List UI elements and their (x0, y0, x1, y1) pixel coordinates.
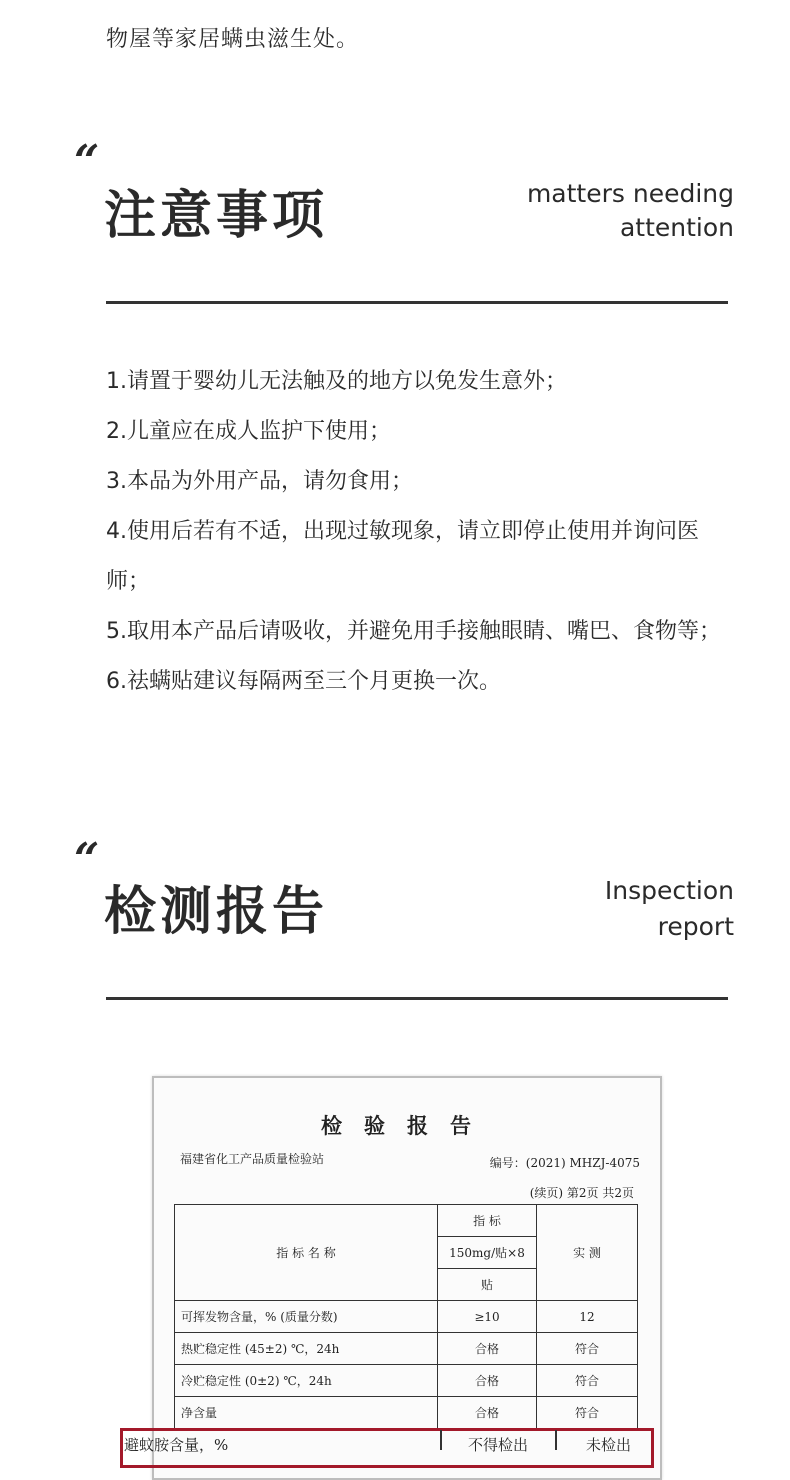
table-cell: 符合 (537, 1333, 638, 1365)
table-cell: 避蚊胺含量，% (124, 1436, 229, 1454)
table-cell: 冷贮稳定性 (0±2) ℃，24h (175, 1365, 438, 1397)
header-cell: 指 标 (438, 1205, 537, 1237)
report-issuer: 福建省化工产品质量检验站 (180, 1152, 325, 1166)
report-page-info: (续页) 第2页 共2页 (529, 1186, 634, 1200)
table-cell: 合格 (438, 1397, 537, 1429)
table-cell: 合格 (438, 1365, 537, 1397)
section-divider (106, 997, 728, 1000)
list-item: 6.祛螨贴建议每隔两至三个月更换一次。 (106, 669, 501, 694)
quote-mark-icon: “ (74, 136, 100, 187)
table-cell: 符合 (537, 1365, 638, 1397)
list-item: 5.取用本产品后请吸收，并避免用手接触眼睛、嘴巴、食物等； (106, 619, 721, 644)
table-divider (555, 1430, 557, 1450)
table-cell: 净含量 (175, 1397, 438, 1429)
intro-text: 物屋等家居螨虫滋生处。 (106, 27, 360, 52)
section-divider (106, 301, 728, 304)
quote-mark-icon: “ (74, 834, 100, 885)
table-cell: 不得检出 (468, 1436, 529, 1454)
notes-list (106, 357, 736, 707)
report-table (174, 1204, 638, 1429)
inspection-report-image (152, 1076, 662, 1480)
list-item: 1.请置于婴幼儿无法触及的地方以免发生意外； (106, 369, 567, 394)
list-item: 2.儿童应在成人监护下使用； (106, 419, 391, 444)
list-item: 4.使用后若有不适，出现过敏现象，请立即停止使用并询问医师； (106, 519, 699, 594)
section-subtitle-report (605, 873, 734, 945)
report-title: 检验报告 (321, 1113, 493, 1138)
list-item: 3.本品为外用产品，请勿食用； (106, 469, 413, 494)
header-cell: 指 标 名 称 (175, 1205, 438, 1301)
table-row (175, 1333, 638, 1365)
table-divider (440, 1430, 442, 1450)
header-cell: 150mg/贴×8 (438, 1237, 537, 1269)
section-subtitle-notes (527, 177, 734, 245)
subtitle-line: Inspection (604, 876, 734, 905)
table-row (175, 1205, 638, 1237)
table-cell: 12 (537, 1301, 638, 1333)
table-row (175, 1397, 638, 1429)
section-title-report: 检测报告 (104, 882, 329, 942)
header-cell: 贴 (438, 1269, 537, 1301)
header-cell: 实 测 (537, 1205, 638, 1301)
table-cell: 合格 (438, 1333, 537, 1365)
subtitle-line: attention (619, 213, 734, 242)
section-title-notes: 注意事项 (104, 186, 329, 246)
table-cell: 可挥发物含量，% (质量分数) (175, 1301, 438, 1333)
subtitle-line: report (657, 912, 734, 941)
table-cell: 符合 (537, 1397, 638, 1429)
report-number: 编号：(2021) MHZJ-4075 (489, 1156, 640, 1170)
table-cell: 热贮稳定性 (45±2) ℃，24h (175, 1333, 438, 1365)
table-row (175, 1365, 638, 1397)
table-cell: ≥10 (438, 1301, 537, 1333)
subtitle-line: matters needing (526, 179, 734, 208)
table-row (175, 1301, 638, 1333)
table-cell: 未检出 (586, 1436, 632, 1454)
